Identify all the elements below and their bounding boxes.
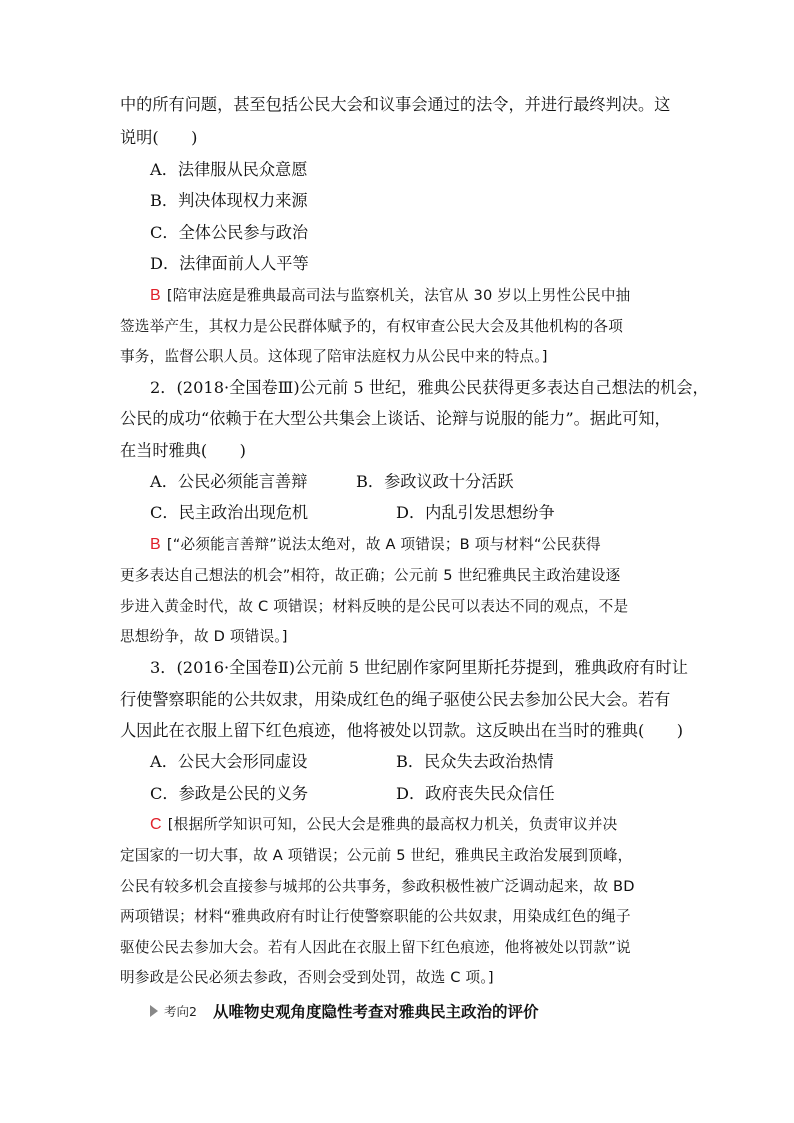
q2-option-c: C．民主政治出现危机	[150, 503, 309, 522]
q1-option-d: D．法律面前人人平等	[150, 254, 309, 273]
q3-options-row-2	[150, 784, 555, 804]
q3-stem-line: 3．(2016·全国卷Ⅱ)公元前 5 世纪剧作家阿里斯托芬提到，雅典政府有时让	[150, 658, 688, 677]
q1-explanation-line: 事务，监督公职人员。这体现了陪审法庭权力从公民中来的特点。]	[120, 348, 548, 365]
q2-explanation-line: 步进入黄金时代，故 C 项错误；材料反映的是公民可以表达不同的观点，不是	[120, 598, 629, 615]
section-title: 从唯物史观角度隐性考查对雅典民主政治的评价	[212, 1003, 539, 1021]
triangle-marker-icon	[150, 1005, 158, 1017]
q3-explanation-line: 公民有较多机会直接参与城邦的公共事务，参政积极性被广泛调动起来，故 BD	[120, 878, 635, 895]
q3-option-a: A．公民大会形同虚设	[150, 752, 308, 771]
q3-stem-line: 行使警察职能的公共奴隶，用染成红色的绳子驱使公民去参加公民大会。若有	[120, 690, 671, 709]
q2-explanation-line: [“必须能言善辩”说法太绝对，故 A 项错误；B 项与材料“公民获得	[166, 536, 601, 553]
q2-options-row-1	[150, 472, 514, 492]
q3-explanation-line: 明参政是公民必须去参政，否则会受到处罚，故选 C 项。]	[120, 969, 494, 986]
q2-options-row-2	[150, 503, 555, 523]
q3-explanation-line: 两项错误；材料“雅典政府有时让行使警察职能的公共奴隶，用染成红色的绳子	[120, 908, 631, 925]
q2-stem-line: 在当时雅典( )	[120, 441, 246, 460]
q1-explanation	[150, 286, 630, 306]
q3-explanation-line: 定国家的一切大事，故 A 项错误；公元前 5 世纪，雅典民主政治发展到顶峰，	[120, 847, 633, 864]
q1-option-a: A．法律服从民众意愿	[150, 160, 308, 179]
q3-answer-letter: C	[150, 816, 162, 833]
q3-stem-line: 人因此在衣服上留下红色痕迹，他将被处以罚款。这反映出在当时的雅典( )	[120, 721, 684, 740]
q2-answer-letter: B	[150, 536, 161, 553]
q1-explanation-line: 签选举产生，其权力是公民群体赋予的，有权审查公民大会及其他机构的各项	[120, 318, 623, 335]
section-heading	[150, 1000, 538, 1022]
q2-explanation-line: 思想纷争，故 D 项错误。]	[120, 628, 288, 645]
q3-explanation-line: 驱使公民去参加大会。若有人因此在衣服上留下红色痕迹，他将被处以罚款”说	[120, 939, 631, 956]
q3-explanation	[150, 815, 617, 835]
q3-option-b: B．民众失去政治热情	[396, 752, 554, 771]
q1-stem-line: 说明( )	[120, 128, 198, 147]
q2-explanation	[150, 535, 601, 555]
q3-explanation-line: [根据所学知识可知，公民大会是雅典的最高权力机关，负责审议并决	[167, 816, 618, 833]
q1-option-c: C．全体公民参与政治	[150, 223, 309, 242]
q2-explanation-line: 更多表达自己想法的机会”相符，故正确；公元前 5 世纪雅典民主政治建设逐	[120, 567, 621, 584]
q1-explanation-line: [陪审法庭是雅典最高司法与监察机关，法官从 30 岁以上男性公民中抽	[166, 287, 631, 304]
q3-option-d: D．政府丧失民众信任	[396, 784, 555, 803]
q2-option-d: D．内乱引发思想纷争	[396, 503, 555, 522]
section-tag: 考向2	[164, 1004, 197, 1019]
q2-stem-line: 2．(2018·全国卷Ⅲ)公元前 5 世纪，雅典公民获得更多表达自己想法的机会，	[150, 378, 709, 397]
q1-stem-line: 中的所有问题，甚至包括公民大会和议事会通过的法令，并进行最终判决。这	[120, 95, 671, 114]
q2-option-a: A．公民必须能言善辩	[150, 472, 308, 491]
q2-option-b: B．参政议政十分活跃	[356, 472, 514, 491]
q2-stem-line: 公民的成功“依赖于在大型公共集会上谈话、论辩与说服的能力”。据此可知，	[120, 409, 671, 428]
q1-option-b: B．判决体现权力来源	[150, 191, 308, 210]
q1-answer-letter: B	[150, 287, 161, 304]
q3-option-c: C．参政是公民的义务	[150, 784, 309, 803]
q3-options-row-1	[150, 752, 554, 772]
